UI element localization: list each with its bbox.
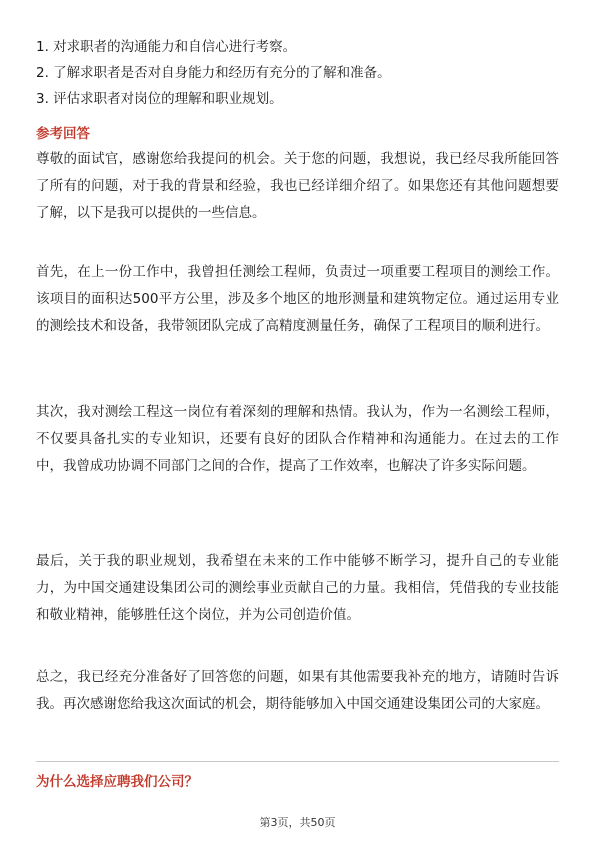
next-question-heading: 为什么选择应聘我们公司？ [36, 774, 198, 790]
reference-answer-heading: 参考回答 [36, 126, 90, 142]
goal-list [36, 34, 559, 112]
answer-paragraph: 首先，在上一份工作中，我曾担任测绘工程师，负责过一项重要工程项目的测绘工作。该项目的面积达500平方公里，涉及多个地区的地形测量和建筑物定位。通过运用专业的测绘技术和设备，我带领团队完成了高精度测量任务，确保了工程项目的顺利进行。 [36, 264, 559, 335]
answer-paragraph: 总之，我已经充分准备好了回答您的问题，如果有其他需要我补充的地方，请随时告诉我。再次感谢您给我这次面试的机会，期待能够加入中国交通建设集团公司的大家庭。 [36, 669, 559, 713]
goal-item: 3. 评估求职者对岗位的理解和职业规划。 [36, 91, 283, 107]
page-number-footer: 第3页，共50页 [259, 816, 336, 829]
goal-item: 2. 了解求职者是否对自身能力和经历有充分的了解和准备。 [36, 65, 391, 81]
answer-paragraph: 其次，我对测绘工程这一岗位有着深刻的理解和热情。我认为，作为一名测绘工程师，不仅要具备扎实的专业知识，还要有良好的团队合作精神和沟通能力。在过去的工作中，我曾成功协调不同部门之间的合作，提高了工作效率，也解决了许多实际问题。 [36, 404, 559, 475]
section-divider [36, 761, 559, 762]
answer-paragraph: 尊敬的面试官，感谢您给我提问的机会。关于您的问题，我想说，我已经尽我所能回答了所有的问题，对于我的背景和经验，我也已经详细介绍了。如果您还有其他问题想要了解，以下是我可以提供的一些信息。 [36, 151, 559, 222]
goal-item: 1. 对求职者的沟通能力和自信心进行考察。 [36, 39, 297, 55]
answer-paragraph: 最后，关于我的职业规划，我希望在未来的工作中能够不断学习，提升自己的专业能力，为中国交通建设集团公司的测绘事业贡献自己的力量。我相信，凭借我的专业技能和敬业精神，能够胜任这个岗位，并为公司创造价值。 [36, 553, 559, 624]
